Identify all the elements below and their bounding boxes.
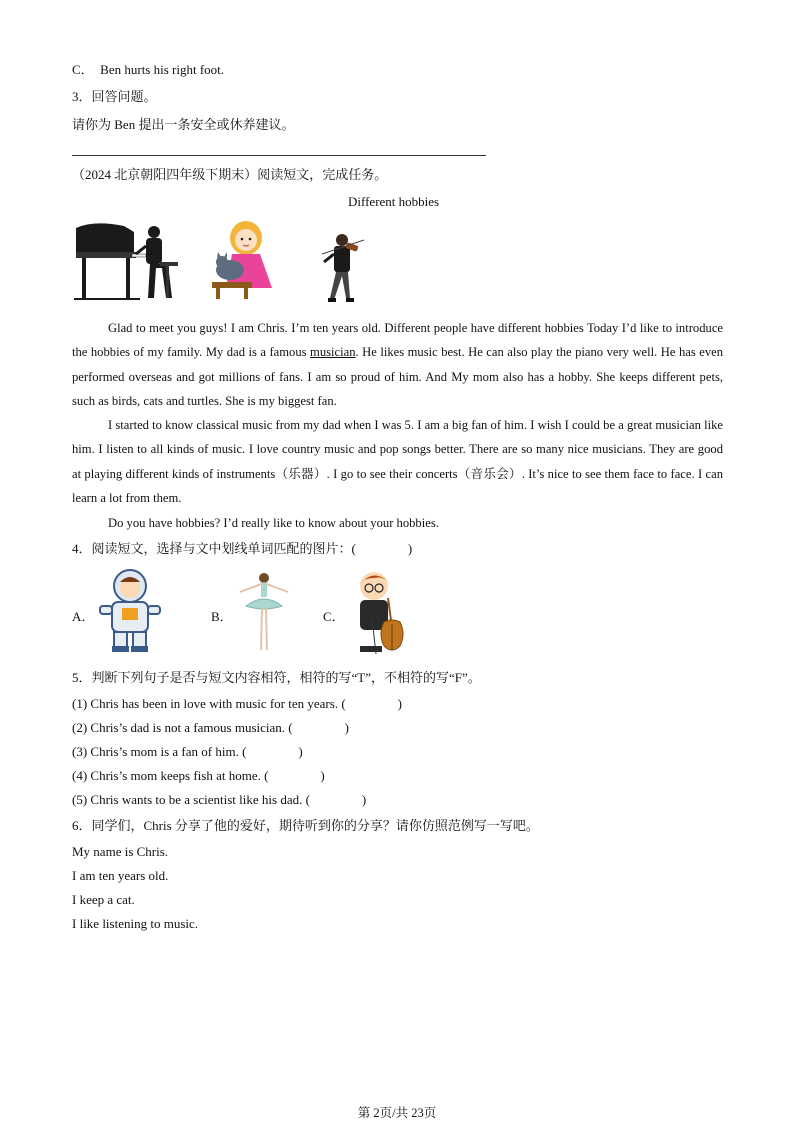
- passage-p1-before: Glad to meet you guys! I am Chris. I’m ten years old. Different people have different hobbies Today I’d like to introduce the hobbies of my family. My dad is a famous: [72, 321, 723, 360]
- option-c-label: C．: [323, 609, 345, 624]
- q5-item-5: (5) Chris wants to be a scientist like his dad. ( ): [72, 792, 367, 807]
- q6-example-4: I like listening to music.: [72, 916, 199, 931]
- q6-example-2: I am ten years old.: [72, 868, 169, 883]
- passage-p2: I started to know classical music from my dad when I was 5. I am a big fan of him. I wish I could be a great musician like him. I listen to all kinds of music. I love country music and pop songs better. There are so many nice musicians. They are good at playing different kinds of instruments（乐器）. I go to see their concerts（音乐会）. It’s nice to see them face to face. I can learn a lot from them.: [72, 418, 723, 506]
- q6-example-3: I keep a cat.: [72, 892, 135, 907]
- question-3-prompt: 请你为 Ben 提出一条安全或休养建议。: [72, 117, 295, 132]
- answer-line: [72, 155, 486, 156]
- cellist-illustration: [352, 568, 410, 656]
- passage-title: Different hobbies: [348, 194, 440, 209]
- violinist-illustration: [320, 232, 366, 310]
- passage-paragraph-2: [72, 413, 723, 511]
- section-source: （2024 北京朝阳四年级下期末）阅读短文，完成任务。: [72, 167, 388, 182]
- question-5-prompt: 5．判断下列句子是否与短文内容相符，相符的写“T”，不相符的写“F”。: [72, 670, 481, 685]
- option-c-text: C． Ben hurts his right foot.: [72, 62, 225, 77]
- passage-p1-after: . He likes music best. He can also play the piano very well. He has even performed overseas and got millions of fans. I am so proud of him. And My mom also has a hobby. She keeps different pets, such as birds, cats and turtles. She is my biggest fan.: [72, 345, 724, 409]
- underlined-word: musician: [310, 345, 356, 360]
- question-4-prompt: 4．阅读短文，选择与文中划线单词匹配的图片：( ): [72, 541, 413, 556]
- q5-item-2: (2) Chris’s dad is not a famous musician. ( ): [72, 720, 349, 735]
- q6-example-1: My name is Chris.: [72, 844, 169, 859]
- pianist-illustration: [74, 218, 186, 302]
- option-a-label: A．: [72, 609, 95, 624]
- option-b-label: B．: [211, 609, 233, 624]
- astronaut-illustration: [96, 568, 166, 654]
- passage-paragraph-3: [72, 511, 723, 535]
- question-6-prompt: 6．同学们，Chris 分享了他的爱好，期待听到你的分享？请你仿照范例写一写吧。: [72, 818, 539, 833]
- passage-paragraph-1: [72, 316, 723, 414]
- ballerina-illustration: [236, 572, 292, 654]
- page-number: 第 2页/共 23页: [357, 1106, 437, 1120]
- q5-item-3: (3) Chris’s mom is a fan of him. ( ): [72, 744, 303, 759]
- girl-with-cat-illustration: [210, 218, 276, 300]
- q5-item-1: (1) Chris has been in love with music for ten years. ( ): [72, 696, 402, 711]
- q5-item-4: (4) Chris’s mom keeps fish at home. ( ): [72, 768, 325, 783]
- passage-p3: Do you have hobbies? I’d really like to know about your hobbies.: [108, 516, 439, 530]
- question-3-title: 3．回答问题。: [72, 89, 157, 104]
